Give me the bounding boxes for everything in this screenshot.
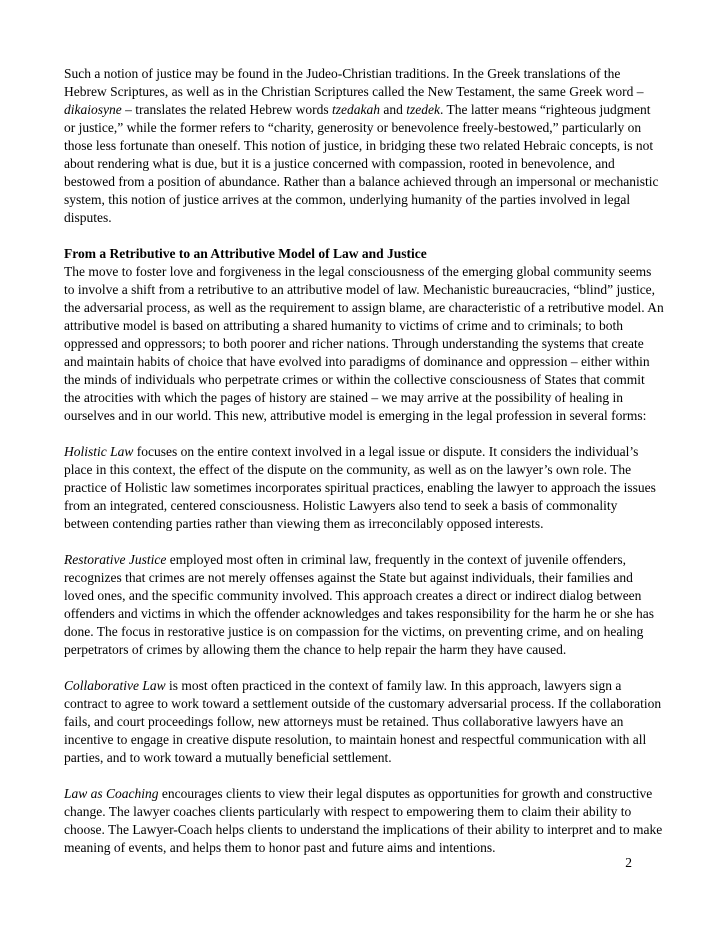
intro-text-3: and: [380, 102, 407, 117]
holistic-law-text: focuses on the entire context involved in a legal issue or dispute. It considers the individual’s place in this context, the effect of the dispute on the community, as well as on the lawyer’s own role. The practice of Holistic law sometimes incorporates spiritual practices, enabling the lawyer to approach the issues from an integrated, centered consciousness. Holistic Lawyers also tend to seek a basis of commonality between contending parties rather than viewing them as irreconcilably opposed interests.: [64, 444, 656, 531]
collaborative-law-text: is most often practiced in the context of family law. In this approach, lawyers sign a contract to agree to work toward a settlement outside of the customary adversarial process. If the collaboration fails, and court proceedings follow, new attorneys must be retained. Thus collaborative lawyers have an incentive to engage in creative dispute resolution, to maintain honest and respectful communication with all parties, and to work toward a mutually beneficial settlement.: [64, 678, 662, 765]
intro-text-2: – translates the related Hebrew words: [121, 102, 333, 117]
term-dikaiosyne: dikaiosyne: [64, 102, 122, 117]
collaborative-law-term: Collaborative Law: [64, 678, 166, 693]
law-as-coaching-term: Law as Coaching: [64, 786, 159, 801]
collaborative-law-paragraph: [64, 677, 664, 767]
section-heading: From a Retributive to an Attributive Model of Law and Justice: [64, 246, 427, 261]
holistic-law-paragraph: [64, 443, 664, 533]
restorative-justice-text: employed most often in criminal law, frequently in the context of juvenile offenders, recognizes that crimes are not merely offenses against the State but against individuals, their families and loved ones, and the specific community involved. This approach creates a direct or indirect dialog between offenders and victims in which the offender acknowledges and takes responsibility for the harm he or she has done. The focus in restorative justice is on compassion for the victims, on preventing crime, and on healing perpetrators of crimes by allowing them the chance to help repair the harm they have caused.: [64, 552, 654, 657]
section-body: The move to foster love and forgiveness in the legal consciousness of the emerging global community seems to involve a shift from a retributive to an attributive model of law. Mechanistic bureaucracies, “blind” justice, the adversarial process, as well as the requirement to assign blame, are characteristic of a retributive model. An attributive model is based on attributing a shared humanity to victims of crime and to criminals; to both oppressed and oppressors; to both poorer and richer nations. Through understanding the systems that create and maintain habits of choice that have evolved into paradigms of dominance and oppression – either within the minds of individuals who perpetrate crimes or within the collective consciousness of States that commit the atrocities with which the pages of history are stained – we may arrive at the possibility of healing in ourselves and in our world. This new, attributive model is emerging in the legal profession in several forms:: [64, 264, 664, 423]
document-page: [64, 65, 664, 875]
intro-text-1: Such a notion of justice may be found in the Judeo-Christian traditions. In the Greek translations of the Hebrew Scriptures, as well as in the Christian Scriptures called the New Testament, the same Greek word –: [64, 66, 644, 99]
restorative-justice-term: Restorative Justice: [64, 552, 167, 567]
intro-text-4: . The latter means “righteous judgment or justice,” while the former refers to “charity, generosity or benevolence freely-bestowed,” particularly on those less fortunate than oneself. This notion of justice, in bridging these two related Hebraic concepts, is not about rendering what is due, but it is a justice concerned with compassion, rooted in benevolence, and bestowed from a position of abundance. Rather than a balance achieved through an impersonal or mechanistic system, this notion of justice arrives at the common, underlying humanity of the parties involved in legal disputes.: [64, 102, 659, 225]
law-as-coaching-paragraph: [64, 785, 664, 857]
intro-paragraph: [64, 65, 664, 227]
holistic-law-term: Holistic Law: [64, 444, 134, 459]
term-tzedek: tzedek: [406, 102, 441, 117]
law-as-coaching-text: encourages clients to view their legal disputes as opportunities for growth and constructive change. The lawyer coaches clients particularly with respect to empowering them to claim their ability to choose. The Lawyer-Coach helps clients to understand the implications of their ability to interpret and to make meaning of events, and helps them to honor past and future aims and intentions.: [64, 786, 663, 855]
term-tzedakah: tzedakah: [332, 102, 381, 117]
attributive-section: [64, 245, 664, 425]
page-number: 2: [625, 855, 632, 870]
restorative-justice-paragraph: [64, 551, 664, 659]
